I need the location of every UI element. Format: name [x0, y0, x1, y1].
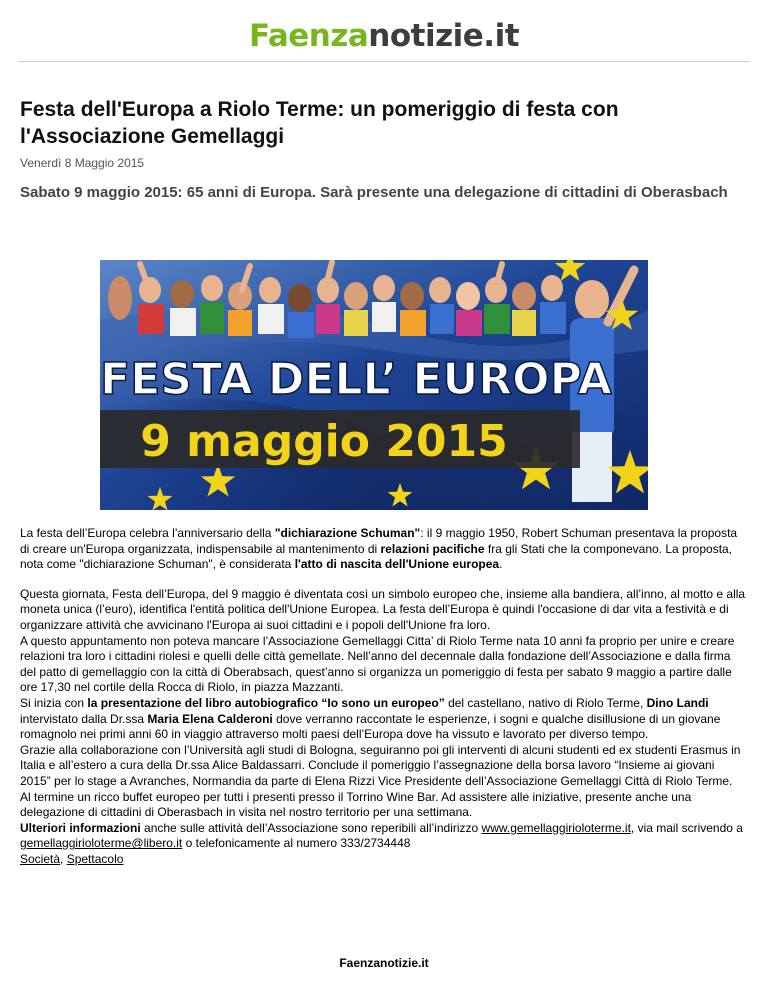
- site-logo[interactable]: [0, 16, 768, 56]
- tag-link-societa[interactable]: Società: [20, 851, 61, 866]
- header-divider: [18, 61, 750, 62]
- paragraph-3: A questo appuntamento non poteva mancare l’Associazione Gemellaggi Citta’ di Riolo Terme nata 10 anni fa proprio per unire e creare relazioni tra loro i cittadini riolesi e quelli delle città gemellate. Nell’anno del decennale dalla fondazione dell’Associazione e dalla firma del patto di gemellaggio con la città di Oberabsach, quest’anno si organizza un pomeriggio di festa per sabato 9 maggio a partire dalle ore 17,30 nel cortile della Rocca di Riolo, in piazza Mazzanti.: [20, 633, 735, 695]
- logo-part-green: Faenza: [248, 18, 369, 54]
- paragraph-2: Questa giornata, Festa dell’Europa, del 9 maggio è diventata così un simbolo europeo che, insieme alla bandiera, all’inno, al motto e alla moneta unica (l’euro), identifica l'entità politica dell'Unione Europea. La festa dell’Europa è quindi l'occasione di dar vita a festività e di organizzare attività che avvicinano l'Europa ai suoi cittadini e i popoli dell'Unione fra loro.: [20, 586, 746, 632]
- email-link[interactable]: gemellaggirioloterme@libero.it: [20, 836, 183, 851]
- banner-line-2: 9 maggio 2015: [140, 416, 508, 467]
- paragraph-4: Si inizia con la presentazione del libro autobiografico “Io sono un europeo” del castellano, nativo di Riolo Terme, Dino Landi intervistato dalla Dr.ssa Maria Elena Calderoni dove verranno raccontate le esperienze, i sogni e qualche disillusione di un giovane romagnolo nei primi anni 60 in viaggio attraverso molti paesi dell’Europa dove ha vissuto e lavorato per diverso tempo.: [20, 695, 721, 742]
- article-title: Festa dell'Europa a Riolo Terme: un pomeriggio di festa con l'Associazione Gemellaggi: [20, 98, 619, 148]
- tag-link-spettacolo[interactable]: Spettacolo: [66, 851, 124, 866]
- paragraph-1: La festa dell’Europa celebra l’anniversario della "dichiarazione Schuman": il 9 maggio 1950, Robert Schuman presentava la proposta di creare un'Europa organizzata, indispensabile al mantenimento di relazioni pacifiche fra gli Stati che la componevano. La proposta, nota come "dichiarazione Schuman", è considerata l'atto di nascita dell'Unione europea.: [20, 526, 738, 572]
- banner-line-1: FESTA DELL’ EUROPA: [100, 354, 612, 405]
- logo-part-dark: notizie.it: [368, 18, 520, 54]
- festa-europa-banner-image: [100, 260, 648, 510]
- article-subtitle: Sabato 9 maggio 2015: 65 anni di Europa. Sarà presente una delegazione di cittadini di Oberasbach: [20, 184, 728, 201]
- footer-site-name: Faenzanotizie.it: [339, 956, 429, 970]
- article-date: Venerdì 8 Maggio 2015: [20, 156, 145, 170]
- article-body: [20, 526, 748, 867]
- paragraph-7: Ulteriori informazioni anche sulle attività dell’Associazione sono reperibili all’indirizzo www.gemellaggirioloterme.it, via mail scrivendo a gemellaggirioloterme@libero.it o telefonicamente al numero 333/2734448: [20, 820, 743, 851]
- website-link[interactable]: www.gemellaggirioloterme.it: [481, 820, 631, 835]
- tags-line: Società, Spettacolo: [20, 851, 124, 866]
- paragraph-5: Grazie alla collaborazione con l’Università agli studi di Bologna, seguiranno poi gli interventi di alcuni studenti ed ex studenti Erasmus in Italia e all’estero a cura della Dr.ssa Alice Baldassarri. Conclude il pomeriggio l’assegnazione della borsa lavoro “Insieme ai giovani 2015” per lo stage a Avranches, Normandia da parte di Elena Rizzi Vice Presidente dell’Associazione Gemellaggi Città di Riolo Terme.: [20, 742, 741, 788]
- paragraph-6: Al termine un ricco buffet europeo per tutti i presenti presso il Torrino Wine Bar. Ad assistere alle iniziative, presente anche una delegazione di cittadini di Oberasbach in visita nel nostro territorio per una settimana.: [20, 789, 692, 820]
